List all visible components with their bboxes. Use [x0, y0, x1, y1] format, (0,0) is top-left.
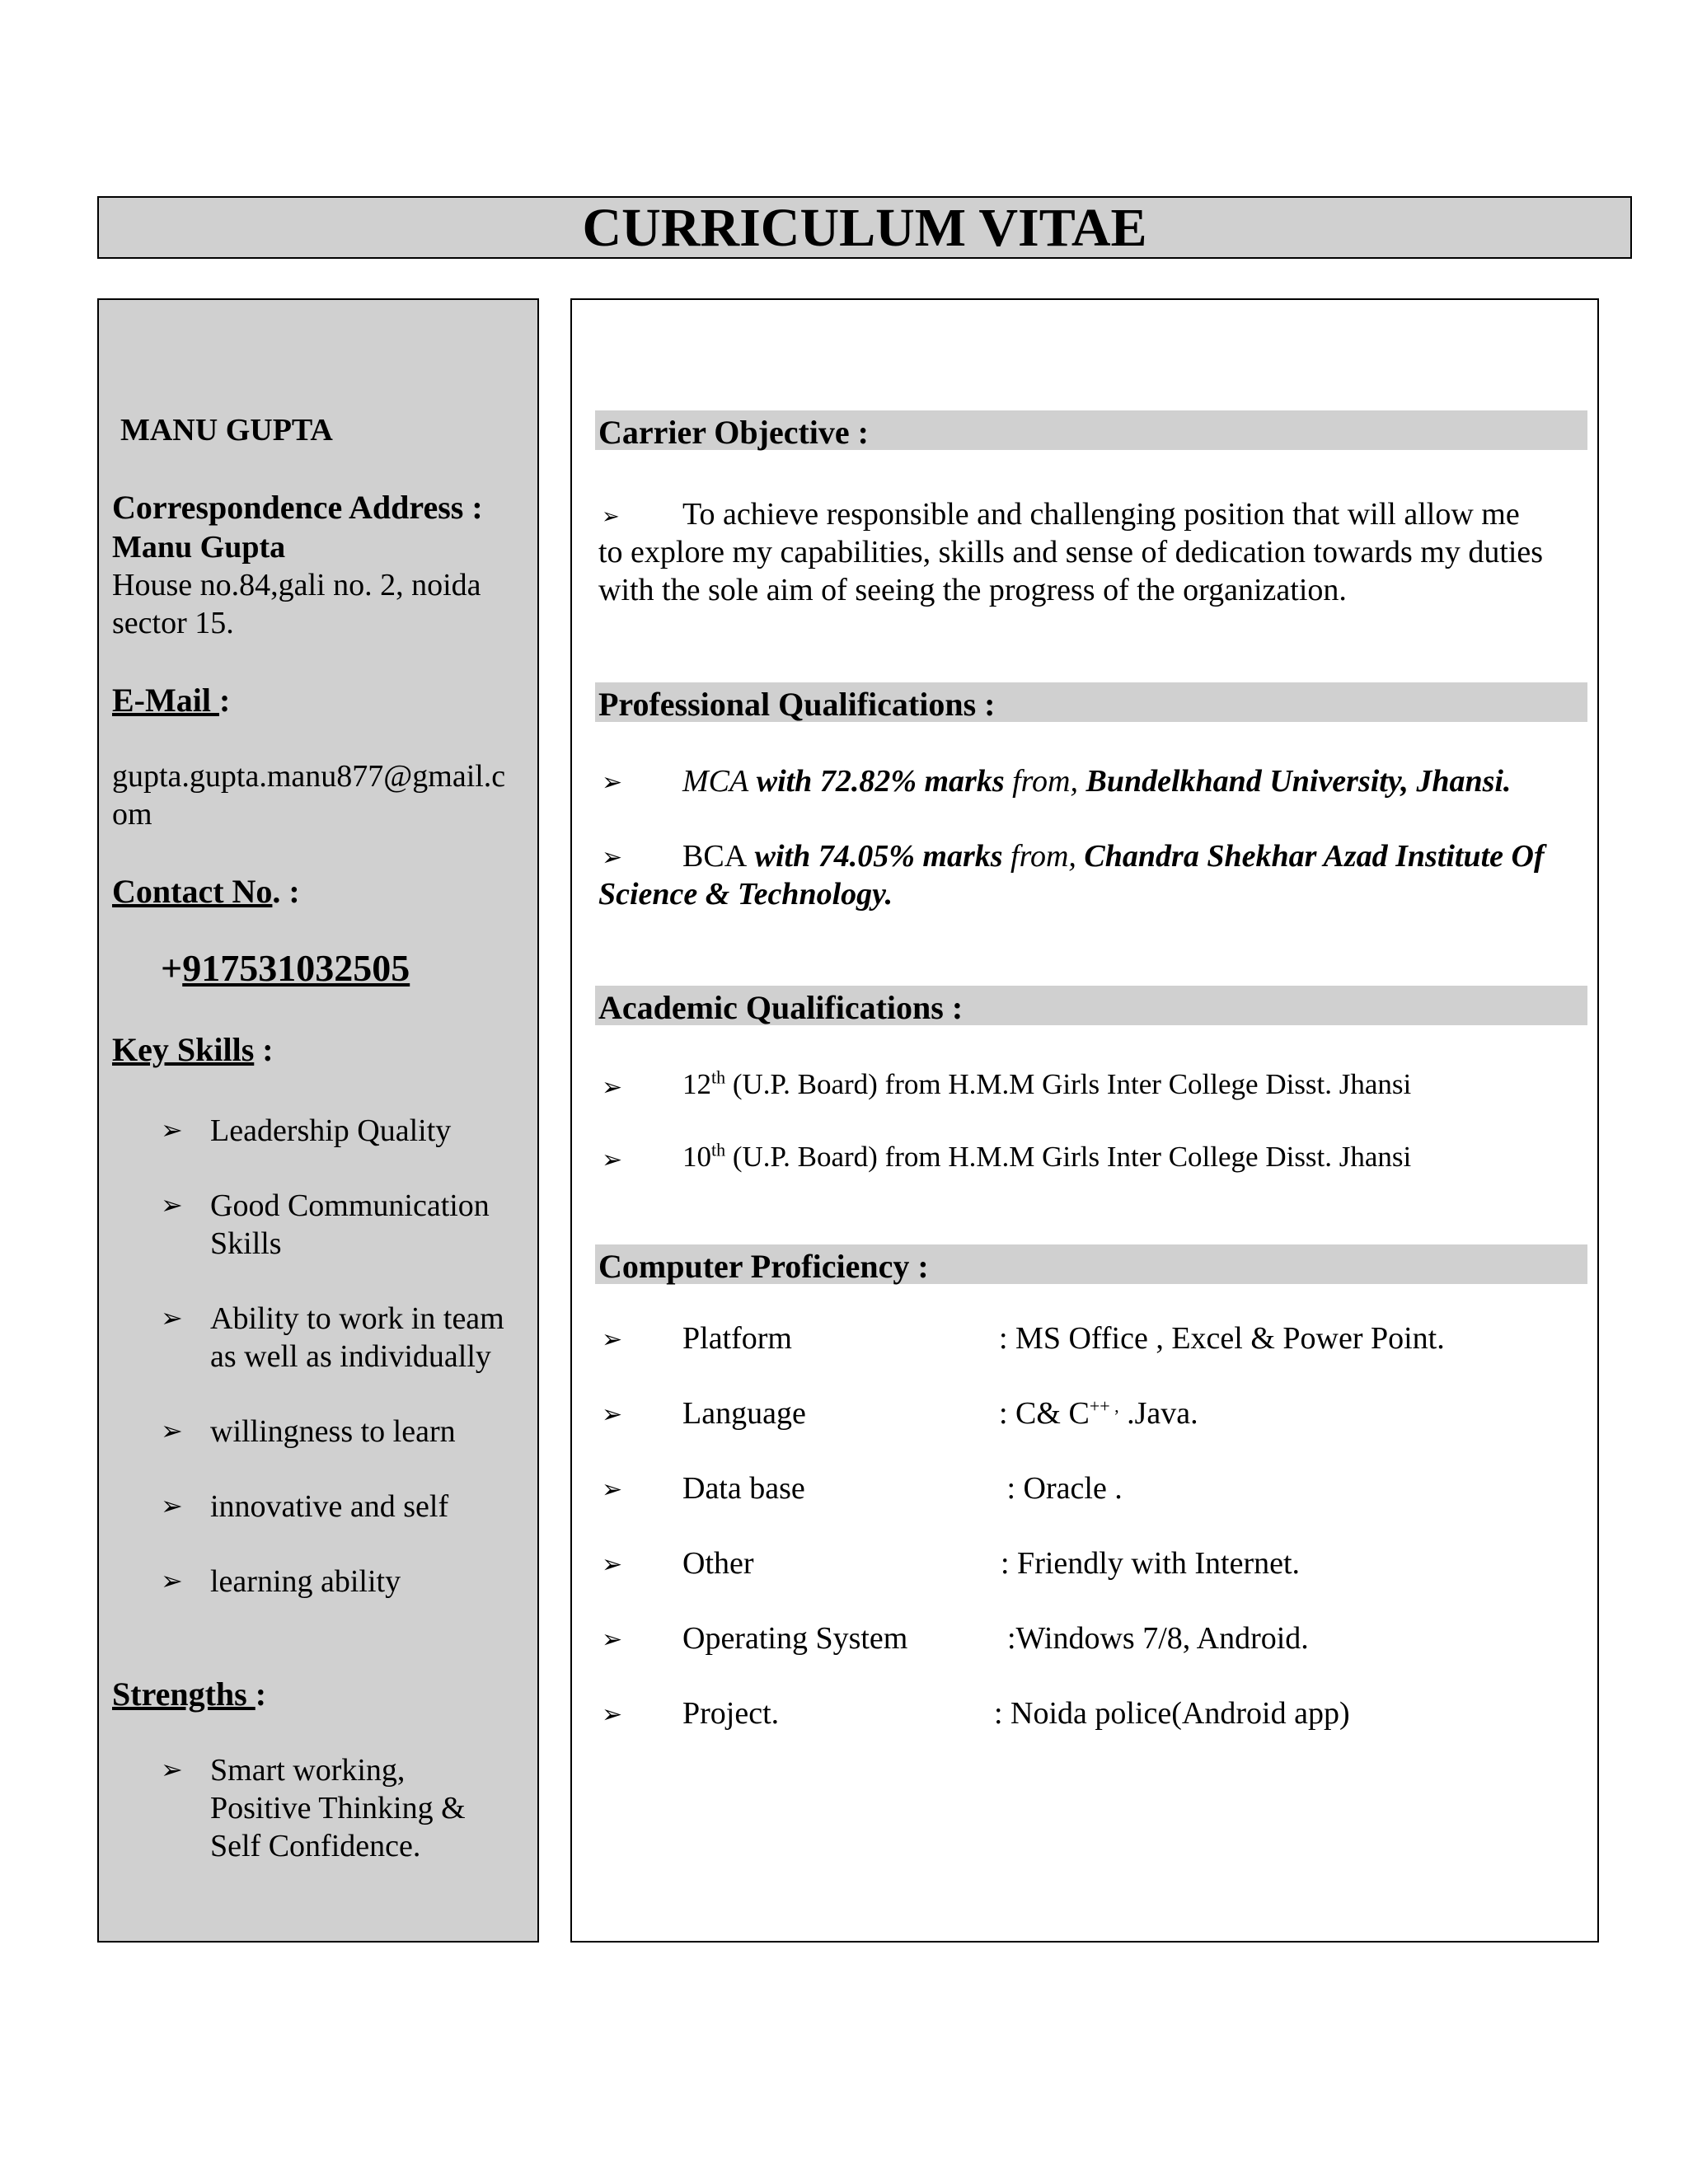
bullet-arrow-icon: ➢ [161, 1491, 183, 1521]
contact-label: Contact No [112, 873, 273, 910]
mca-degree: MCA [682, 764, 749, 799]
objective-line-3: with the sole aim of seeing the progress of the organization. [598, 573, 1347, 607]
bullet-arrow-icon: ➢ [602, 1074, 623, 1101]
skill-item: innovative and self [210, 1489, 449, 1524]
skill-label-language: Language [682, 1396, 806, 1431]
email-heading [112, 681, 230, 719]
bullet-arrow-icon: ➢ [161, 1303, 183, 1333]
bca-qualification [682, 838, 1545, 874]
bullet-arrow-icon: ➢ [161, 1416, 183, 1446]
bca-degree: BCA [682, 839, 748, 874]
professional-heading: Professional Qualifications : [595, 682, 1587, 722]
address-line-2: sector 15. [112, 606, 234, 640]
bullet-arrow-icon: ➢ [161, 1755, 183, 1784]
bca-marks: with 74.05% marks [747, 839, 1003, 874]
objective-line-1: To achieve responsible and challenging position that will allow me [682, 497, 1520, 532]
bullet-arrow-icon: ➢ [602, 1551, 623, 1578]
phone-number [161, 946, 410, 990]
skill-value-os: :Windows 7/8, Android. [1007, 1621, 1309, 1656]
address-line-1: House no.84,gali no. 2, noida [112, 568, 481, 602]
skills-label: Key Skills [112, 1031, 255, 1068]
skill-label-project: Project. [682, 1696, 780, 1731]
academic-heading: Academic Qualifications : [595, 986, 1587, 1025]
computer-heading: Computer Proficiency : [595, 1244, 1587, 1284]
email-label: E-Mail [112, 682, 219, 719]
skills-heading [112, 1030, 274, 1069]
contact-suffix: . : [272, 873, 300, 910]
academic-item-10th [682, 1141, 1411, 1174]
bullet-arrow-icon: ➢ [602, 1146, 623, 1174]
mca-institute: Bundelkhand University, Jhansi. [1085, 764, 1512, 799]
strength-line-2: Positive Thinking & [210, 1791, 466, 1825]
bullet-arrow-icon: ➢ [602, 504, 620, 528]
candidate-name: MANU GUPTA [120, 413, 333, 448]
academic-grade-suffix: th [711, 1066, 726, 1088]
strength-line-1: Smart working, [210, 1753, 406, 1788]
bullet-arrow-icon: ➢ [602, 1701, 623, 1728]
skill-item-continued: Skills [210, 1226, 282, 1261]
bullet-arrow-icon: ➢ [602, 844, 623, 871]
academic-grade: 10 [682, 1141, 711, 1173]
bullet-arrow-icon: ➢ [602, 769, 623, 796]
mca-qualification [682, 763, 1511, 799]
skill-value-project: : Noida police(Android app) [994, 1696, 1350, 1731]
skill-label-database: Data base [682, 1471, 805, 1506]
skill-item: Ability to work in team [210, 1301, 504, 1336]
academic-item-12th [682, 1068, 1411, 1101]
mca-from: from, [1004, 764, 1086, 799]
skill-value-language [999, 1395, 1198, 1432]
strength-line-3: Self Confidence. [210, 1829, 421, 1863]
bullet-arrow-icon: ➢ [161, 1115, 183, 1145]
academic-grade: 12 [682, 1068, 711, 1100]
bullet-arrow-icon: ➢ [602, 1626, 623, 1653]
skill-item: learning ability [210, 1564, 401, 1599]
language-value-sup: ++ , [1089, 1395, 1119, 1417]
bullet-arrow-icon: ➢ [602, 1401, 623, 1428]
phone-digits: 917531032505 [182, 947, 410, 989]
address-name: Manu Gupta [112, 530, 286, 565]
skill-item: Good Communication [210, 1188, 490, 1223]
strengths-colon: : [255, 1675, 267, 1713]
bullet-arrow-icon: ➢ [161, 1566, 183, 1596]
skill-value-platform: : MS Office , Excel & Power Point. [999, 1321, 1445, 1356]
objective-heading: Carrier Objective : [595, 410, 1587, 450]
email-colon: : [218, 682, 231, 719]
skill-value-database: : Oracle . [999, 1471, 1123, 1506]
academic-details: (U.P. Board) from H.M.M Girls Inter College Disst. Jhansi [725, 1141, 1412, 1173]
bullet-arrow-icon: ➢ [602, 1326, 623, 1353]
skill-label-platform: Platform [682, 1321, 792, 1356]
skill-item: Leadership Quality [210, 1113, 452, 1148]
skill-label-other: Other [682, 1546, 754, 1581]
skill-label-os: Operating System [682, 1621, 908, 1656]
language-value-pre: : C& C [999, 1396, 1090, 1431]
contact-heading [112, 872, 300, 911]
mca-marks: with 72.82% marks [748, 764, 1005, 799]
academic-details: (U.P. Board) from H.M.M Girls Inter College Disst. Jhansi [725, 1068, 1412, 1100]
skills-colon: : [254, 1031, 274, 1068]
bullet-arrow-icon: ➢ [161, 1190, 183, 1220]
academic-grade-suffix: th [711, 1139, 726, 1160]
address-heading: Correspondence Address : [112, 489, 483, 526]
bca-institute-line-2: Science & Technology. [598, 877, 893, 912]
language-value-post: .Java. [1118, 1396, 1198, 1431]
strengths-label: Strengths [112, 1675, 256, 1713]
bullet-arrow-icon: ➢ [602, 1476, 623, 1503]
skill-item-continued: as well as individually [210, 1339, 491, 1374]
page-title: CURRICULUM VITAE [97, 196, 1632, 259]
email-line-1: gupta.gupta.manu877@gmail.c [112, 759, 506, 794]
email-line-2: om [112, 797, 152, 832]
strengths-heading [112, 1675, 266, 1713]
skill-value-other: : Friendly with Internet. [1001, 1546, 1301, 1581]
objective-line-2: to explore my capabilities, skills and sense of dedication towards my duties [598, 535, 1544, 569]
bca-from: from, [1002, 839, 1085, 874]
skill-item: willingness to learn [210, 1414, 456, 1449]
phone-plus: + [161, 947, 183, 989]
bca-institute-line-1: Chandra Shekhar Azad Institute Of [1084, 839, 1545, 874]
